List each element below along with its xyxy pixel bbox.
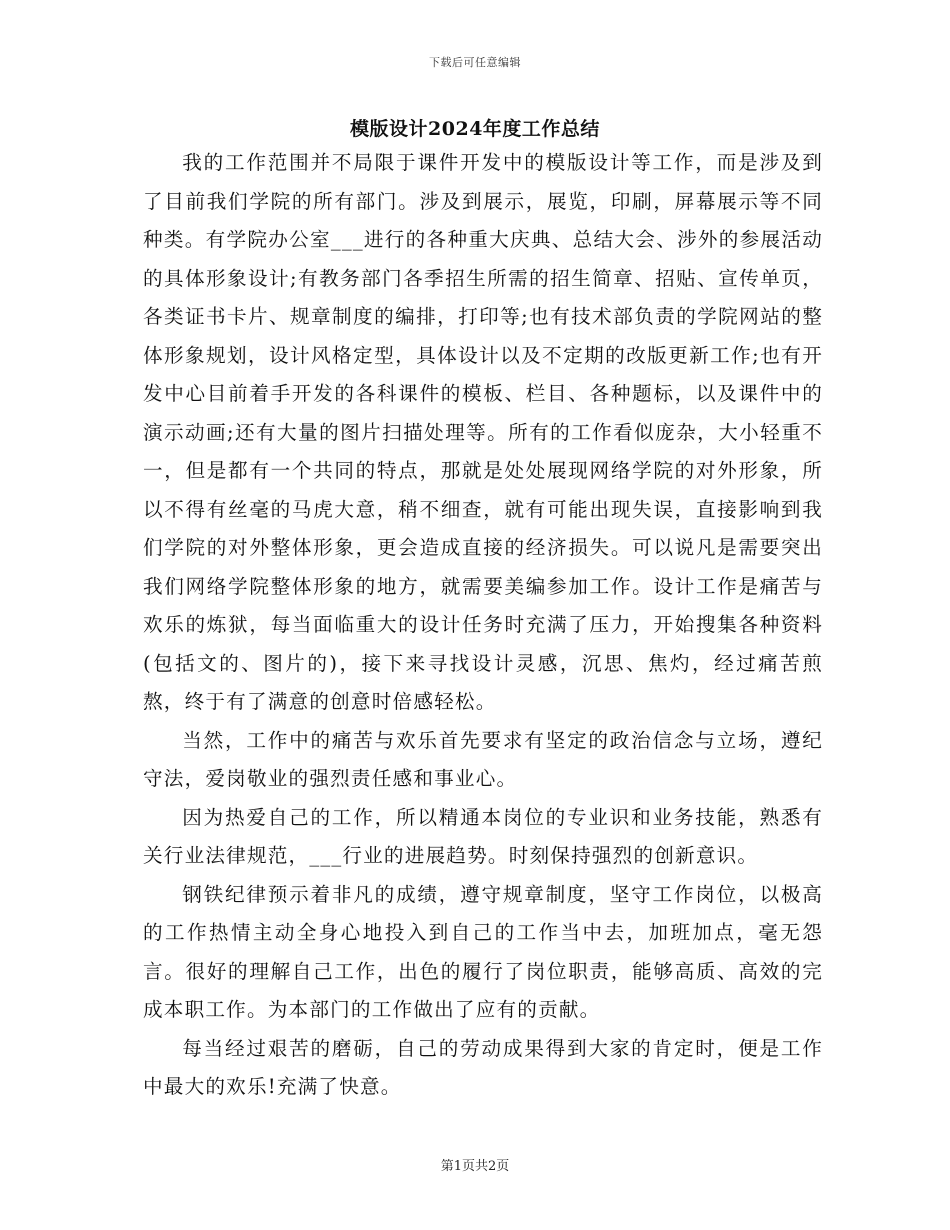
paragraph-discipline: 钢铁纪律预示着非凡的成绩，遵守规章制度，坚守工作岗位，以极高的工作热情主动全身心地投入到自己的工作当中去，加班加点，毫无怨言。很好的理解自己工作，出色的履行了岗位职责，能够高质、高效的完成本职工作。为本部门的工作做出了应有的贡献。: [143, 882, 823, 1021]
paragraph-joy: 每当经过艰苦的磨砺，自己的劳动成果得到大家的肯定时，便是工作中最大的欢乐!充满了快意。: [143, 1036, 823, 1098]
page-footer-page-number: 第1页共2页: [440, 1159, 510, 1174]
paragraph-beliefs: 当然，工作中的痛苦与欢乐首先要求有坚定的政治信念与立场，遵纪守法，爱岗敬业的强烈责任感和事业心。: [143, 728, 823, 790]
document-body: [143, 144, 823, 1107]
paragraph-skills: 因为热爱自己的工作，所以精通本岗位的专业识和业务技能，熟悉有关行业法律规范，___行业的进展趋势。时刻保持强烈的创新意识。: [143, 805, 823, 867]
document-title: 模版设计2024年度工作总结: [350, 118, 600, 140]
paragraph-scope: 我的工作范围并不局限于课件开发中的模版设计等工作，而是涉及到了目前我们学院的所有部门。涉及到展示，展览，印刷，屏幕展示等不同种类。有学院办公室___进行的各种重大庆典、总结大会、涉外的参展活动的具体形象设计;有教务部门各季招生所需的招生简章、招贴、宣传单页，各类证书卡片、规章制度的编排，打印等;也有技术部负责的学院网站的整体形象规划，设计风格定型，具体设计以及不定期的改版更新工作;也有开发中心目前着手开发的各科课件的模板、栏目、各种题标，以及课件中的演示动画;还有大量的图片扫描处理等。所有的工作看似庞杂，大小轻重不一，但是都有一个共同的特点，那就是处处展现网络学院的对外形象，所以不得有丝毫的马虎大意，稍不细查，就有可能出现失误，直接影响到我们学院的对外整体形象，更会造成直接的经济损失。可以说凡是需要突出我们网络学院整体形象的地方，就需要美编参加工作。设计工作是痛苦与欢乐的炼狱，每当面临重大的设计任务时充满了压力，开始搜集各种资料(包括文的、图片的)，接下来寻找设计灵感，沉思、焦灼，经过痛苦煎熬，终于有了满意的创意时倍感轻松。: [143, 151, 823, 713]
page-header-note: 下载后可任意编辑: [429, 56, 521, 69]
